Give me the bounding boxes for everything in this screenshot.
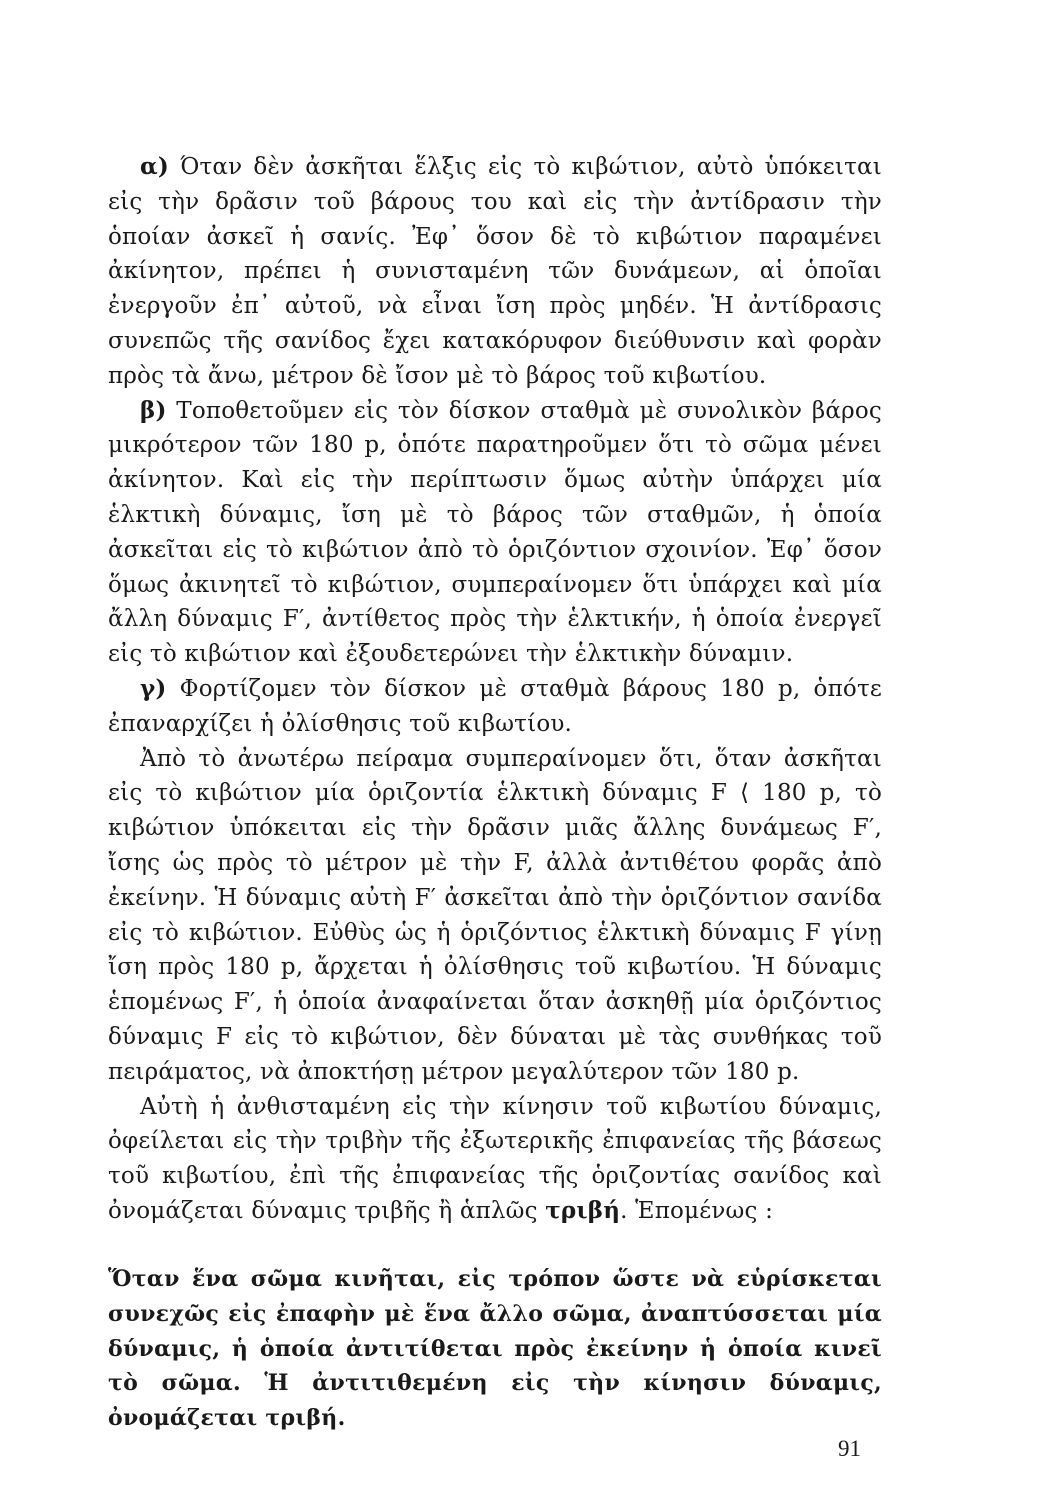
paragraph-a xyxy=(108,150,882,394)
friction-rule: Ὅταν ἕνα σῶμα κινῆται, εἰς τρόπον ὥστε νὰ εὑρίσκεται συνεχῶς εἰς ἐπαφὴν μὲ ἕνα ἄλλο σῶμα, ἀναπτύσσεται μία δύναμις, ἡ ὁποία ἀντιτίθεται πρὸς ἐκείνην ἡ ὁποία κινεῖ τὸ σῶμα. Ἡ ἀντιτιθεμένη εἰς τὴν κίνησιν δύναμις, ὀνομάζεται τριβή. xyxy=(108,1266,882,1432)
page-number: 91 xyxy=(838,1436,861,1461)
friction-paragraph xyxy=(108,1090,882,1229)
friction-text: Αὐτὴ ἡ ἀνθισταμένη εἰς τὴν κίνησιν τοῦ κιβωτίου δύναμις, ὀφείλεται εἰς τὴν τριβὴν τῆς ἐξωτερικῆς ἐπιφανείας τῆς βάσεως τοῦ κιβωτίου, ἐπὶ τῆς ἐπιφανείας τῆς ὁριζοντίας σανίδος καὶ ὀνομάζεται δύναμις τριβῆς ἢ ἁπλῶς xyxy=(108,1093,882,1224)
conclusion-paragraph: Ἀπὸ τὸ ἀνωτέρω πείραμα συμπεραίνομεν ὅτι, ὅταν ἀσκῆται εἰς τὸ κιβώτιον μία ὁριζοντία ἑλκτικὴ δύναμις F ⟨ 180 p, τὸ κιβώτιον ὑπόκειται εἰς τὴν δρᾶσιν μιᾶς ἄλλης δυνάμεως F′, ἴσης ὡς πρὸς τὸ μέτρον μὲ τὴν F, ἀλλὰ ἀντιθέτου φορᾶς ἀπὸ ἐκείνην. Ἡ δύναμις αὐτὴ F′ ἀσκεῖται ἀπὸ τὴν ὁριζόντιον σανίδα εἰς τὸ κιβώτιον. Εὐθὺς ὡς ἡ ὁριζόντιος ἑλκτικὴ δύναμις F γίνῃ ἴση πρὸς 180 p, ἄρχεται ἡ ὀλίσθησις τοῦ κιβωτίου. Ἡ δύναμις ἑπομένως F′, ἡ ὁποία ἀναφαίνεται ὅταν ἀσκηθῇ μία ὁριζόντιος δύναμις F εἰς τὸ κιβώτιον, δὲν δύναται μὲ τὰς συνθήκας τοῦ πειράματος, νὰ ἀποκτήσῃ μέτρον μεγαλύτερον τῶν 180 p. xyxy=(108,745,882,1085)
paragraph-a-text: Όταν δὲν ἀσκῆται ἕλξις εἰς τὸ κιβώτιον, αὐτὸ ὑπόκειται εἰς τὴν δρᾶσιν τοῦ βάρους του καὶ εἰς τὴν ἀντίδρασιν τὴν ὁποίαν ἀσκεῖ ἡ σανίς. Ἐφ᾽ ὅσον δὲ τὸ κιβώτιον παραμένει ἀκίνητον, πρέπει ἡ συνισταμένη τῶν δυνάμεων, αἱ ὁποῖαι ἐνεργοῦν ἐπ᾽ αὐτοῦ, νὰ εἶναι ἴση πρὸς μηδέν. Ἡ ἀντίδρασις συνεπῶς τῆς σανίδος ἔχει κατακόρυφον διεύθυνσιν καὶ φορὰν πρὸς τὰ ἄνω, μέτρον δὲ ἴσον μὲ τὸ βάρος τοῦ κιβωτίου. xyxy=(108,154,883,389)
paragraph-b-text: Τοποθετοῦμεν εἰς τὸν δίσκον σταθμὰ μὲ συνολικὸν βάρος μικρότερον τῶν 180 p, ὁπότε παρατηροῦμεν ὅτι τὸ σῶμα μένει ἀκίνητον. Καὶ εἰς τὴν περίπτωσιν ὅμως αὐτὴν ὑπάρχει μία ἑλκτικὴ δύναμις, ἴση μὲ τὸ βάρος τῶν σταθμῶν, ἡ ὁποία ἀσκεῖται εἰς τὸ κιβώτιον ἀπὸ τὸ ὁριζόντιον σχοινίον. Ἐφ᾽ ὅσον ὅμως ἀκινητεῖ τὸ κιβώτιον, συμπεραίνομεν ὅτι ὑπάρχει καὶ μία ἄλλη δύναμις F′, ἀντίθετος πρὸς τὴν ἑλκτικήν, ἡ ὁποία ἐνεργεῖ εἰς τὸ κιβώτιον καὶ ἐξουδετερώνει τὴν ἑλκτικὴν δύναμιν. xyxy=(108,397,882,668)
paragraph-c-text: Φορτίζομεν τὸν δίσκον μὲ σταθμὰ βάρους 180 p, ὁπότε ἐπαναρχίζει ἡ ὀλίσθησις τοῦ κιβωτίου. xyxy=(108,675,883,737)
item-label-a: α) xyxy=(140,153,169,180)
body-text xyxy=(108,150,882,1229)
item-label-b: β) xyxy=(140,396,167,424)
friction-text-end: . Ἑπομένως : xyxy=(620,1197,774,1224)
friction-term: τριβή xyxy=(545,1196,621,1224)
paragraph-c xyxy=(108,672,882,742)
paragraph-b xyxy=(108,394,882,672)
item-label-c: γ) xyxy=(140,674,167,702)
